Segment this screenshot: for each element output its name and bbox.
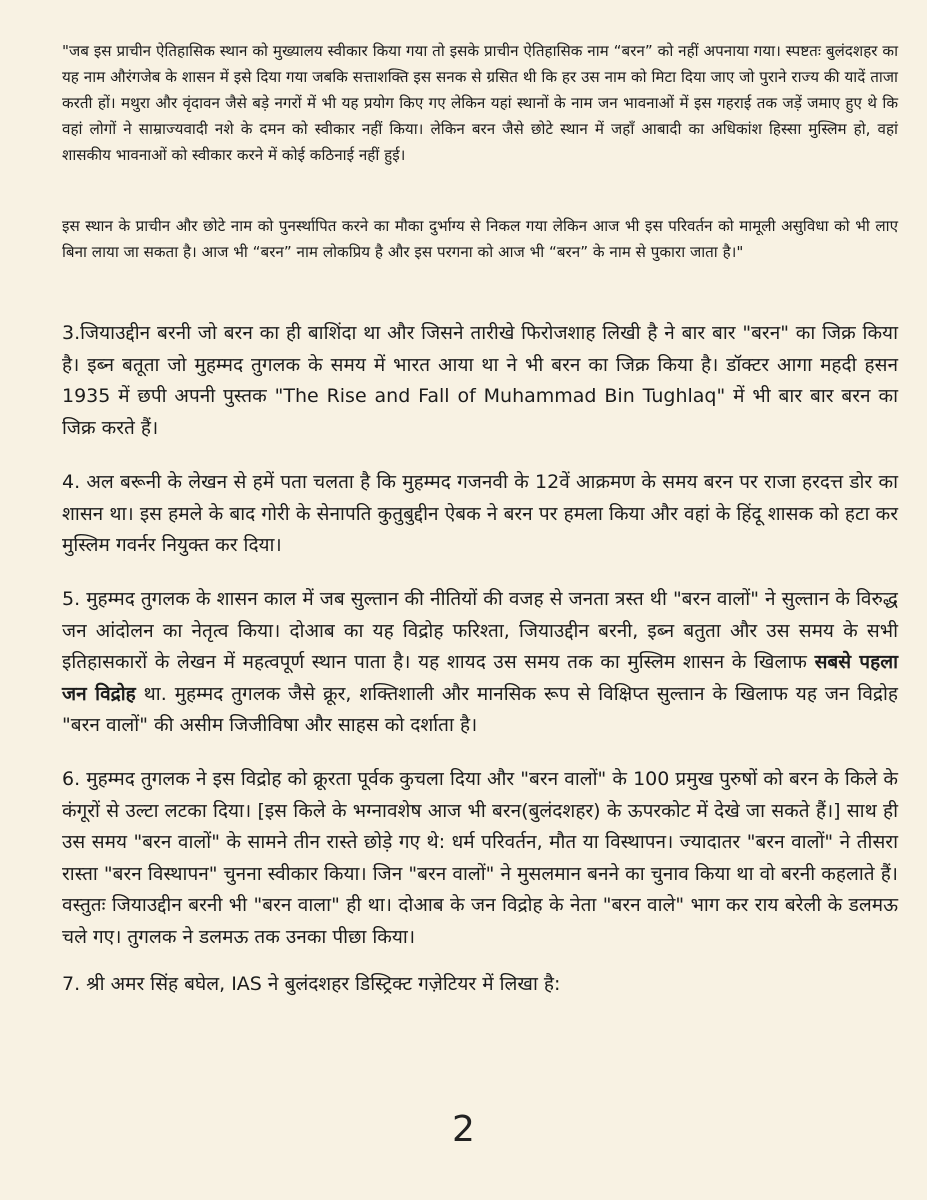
quote-paragraph-1: "जब इस प्राचीन ऐतिहासिक स्थान को मुख्यालय स्वीकार किया गया तो इसके प्राचीन ऐतिहासिक नाम “बरन” को नहीं अपनाया गया। स्पष्टतः बुलंदशहर का यह नाम औरंगजेब के शासन में इसे दिया गया जबकि सत्ताशक्ति इस सनक से ग्रसित थी कि हर उस नाम को मिटा दिया जाए जो पुराने राज्य की यादें ताजा करती हों। मथुरा और वृंदावन जैसे बड़े नगरों में भी यह प्रयोग किए गए लेकिन यहां स्थानों के नाम जन भावनाओं में इस गहराई तक जड़ें जमाए हुए थे कि वहां लोगों ने साम्राज्यवादी नशे के दमन को स्वीकार नहीं किया। लेकिन बरन जैसे छोटे स्थान में जहाँ आबादी का अधिकांश हिस्सा मुस्लिम हो, वहां शासकीय भावनाओं को स्वीकार करने में कोई कठिनाई नहीं हुई।: [62, 42, 899, 164]
paragraph-6: 6. मुहम्मद तुगलक ने इस विद्रोह को क्रूरता पूर्वक कुचला दिया और "बरन वालों" के 100 प्रमुख पुरुषों को बरन के किले के कंगूरों से उल्टा लटका दिया। [इस किले के भग्नावशेष आज भी बरन(बुलंदशहर) के ऊपरकोट में देखे जा सकते हैं।] साथ ही उस समय "बरन वालों" के सामने तीन रास्ते छोड़े गए थे: धर्म परिवर्तन, मौत या विस्थापन। ज्यादातर "बरन वालों" ने तीसरा रास्ता "बरन विस्थापन" चुनना स्वीकार किया। जिन "बरन वालों" ने मुसलमान बनने का चुनाव किया था वो बरनी कहलाते हैं। वस्तुतः जियाउद्दीन बरनी भी "बरन वाला" ही था। दोआब के जन विद्रोह के नेता "बरन वाले" भाग कर राय बरेली के डलमऊ चले गए। तुगलक ने डलमऊ तक उनका पीछा किया।: [62, 768, 898, 948]
paragraph-3: 3.जियाउद्दीन बरनी जो बरन का ही बाशिंदा था और जिसने तारीखे फिरोजशाह लिखी है ने बार बार "बरन" का जिक्र किया है। इब्न बतूता जो मुहम्मद तुगलक के समय में भारत आया था ने भी बरन का जिक्र किया है। डॉक्टर आगा महदी हसन 1935 में छपी अपनी पुस्तक "The Rise and Fall of Muhammad Bin Tughlaq" में भी बार बार बरन का जिक्र करते हैं।: [62, 322, 898, 439]
paragraph-5-text-end: था. मुहम्मद तुगलक जैसे क्रूर, शक्तिशाली और मानसिक रूप से विक्षिप्त सुल्तान के खिलाफ यह जन विद्रोह "बरन वालों" की असीम जिजीविषा और साहस को दर्शाता है।: [62, 682, 898, 736]
paragraph-5-bold-phrase: सबसे पहला जन विद्रोह: [62, 651, 898, 705]
paragraph-4: 4. अल बरूनी के लेखन से हमें पता चलता है कि मुहम्मद गजनवी के 12वें आक्रमण के समय बरन पर राजा हरदत्त डोर का शासन था। इस हमले के बाद गोरी के सेनापति कुतुबुद्दीन ऐबक ने बरन पर हमला किया और वहां के हिंदू शासक को हटा कर मुस्लिम गवर्नर नियुक्त कर दिया।: [62, 471, 898, 556]
paragraph-5-text-start: 5. मुहम्मद तुगलक के शासन काल में जब सुल्तान की नीतियों की वजह से जनता त्रस्त थी "बरन वालों" ने सुल्तान के विरुद्ध जन आंदोलन का नेतृत्व किया। दोआब का यह विद्रोह फरिश्ता, जियाउद्दीन बरनी, इब्न बतुता और उस समय के सभी इतिहासकारों के लेखन में महत्वपूर्ण स्थान पाता है। यह शायद उस समय तक का मुस्लिम शासन के खिलाफ: [62, 588, 898, 673]
quote-paragraph-2: इस स्थान के प्राचीन और छोटे नाम को पुनर्स्थापित करने का मौका दुर्भाग्य से निकल गया लेकिन आज भी इस परिवर्तन को मामूली असुविधा को भी लाए बिना लाया जा सकता है। आज भी “बरन” नाम लोकप्रिय है और इस परगना को आज भी “बरन” के नाम से पुकारा जाता है।": [62, 217, 898, 261]
page-number: 2: [452, 1109, 475, 1150]
paragraph-5: [62, 584, 898, 742]
paragraph-7: 7. श्री अमर सिंह बघेल, IAS ने बुलंदशहर डिस्ट्रिक्ट गज़ेटियर में लिखा है:: [62, 973, 561, 995]
